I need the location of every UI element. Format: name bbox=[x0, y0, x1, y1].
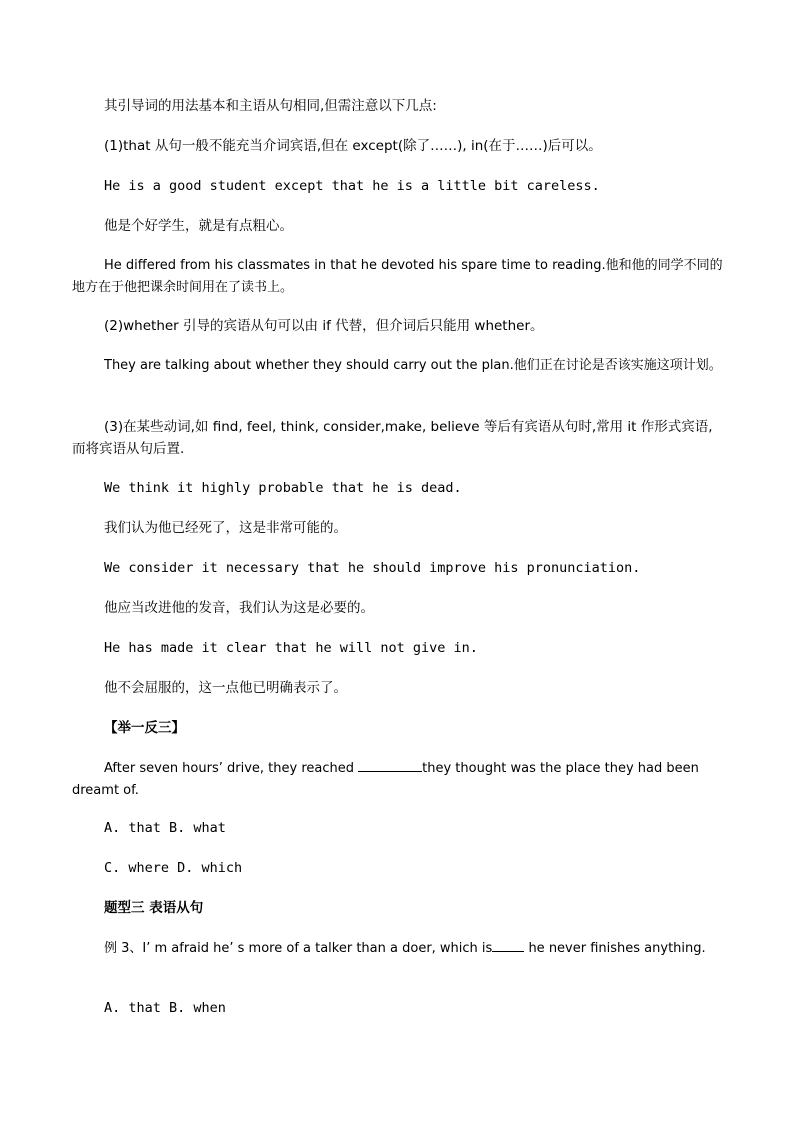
question-1-part-b: they thought was the place they had been dreamt of. bbox=[72, 761, 699, 798]
answer-blank bbox=[492, 937, 524, 952]
paragraph-translation-5: 他应当改进他的发音，我们认为这是必要的。 bbox=[104, 600, 374, 616]
paragraph-example-5: We consider it necessary that he should improve his pronunciation. bbox=[104, 560, 641, 576]
paragraph-example-6: He has made it clear that he will not give in. bbox=[104, 640, 478, 656]
paragraph-example-2: He differed from his classmates in that he devoted his spare time to reading.他和他的同学不同的地方在于他把课余时间用在了读书上。 bbox=[72, 258, 723, 295]
question-2-part-a: 例 3、I’ m afraid he’ s more of a talker than a doer, which is bbox=[104, 941, 493, 956]
question-2 bbox=[72, 937, 724, 960]
question-1-options-ab: A. that B. what bbox=[104, 820, 226, 836]
paragraph-example-4: We think it highly probable that he is dead. bbox=[104, 480, 462, 496]
paragraph-example-1: He is a good student except that he is a little bit careless. bbox=[104, 178, 600, 194]
question-1-part-a: After seven hours’ drive, they reached bbox=[104, 761, 359, 776]
question-2-options-ab: A. that B. when bbox=[104, 1000, 226, 1016]
paragraph-translation-1: 他是个好学生，就是有点粗心。 bbox=[104, 218, 293, 234]
paragraph-example-3: They are talking about whether they should carry out the plan.他们正在讨论是否该实施这项计划。 bbox=[104, 358, 722, 373]
question-1-options-cd: C. where D. which bbox=[104, 860, 243, 876]
paragraph-rule-2: (2)whether 引导的宾语从句可以由 if 代替，但介词后只能用 whether。 bbox=[104, 318, 544, 334]
question-1 bbox=[72, 757, 724, 802]
question-2-part-b: he never finishes anything. bbox=[524, 941, 706, 956]
section-heading-predicative: 题型三 表语从句 bbox=[104, 900, 204, 916]
paragraph-rule-1: (1)that 从句一般不能充当介词宾语,但在 except(除了……), in(在于……)后可以。 bbox=[104, 138, 602, 154]
paragraph-intro: 其引导词的用法基本和主语从句相同,但需注意以下几点: bbox=[104, 98, 437, 114]
paragraph-translation-6: 他不会屈服的，这一点他已明确表示了。 bbox=[104, 680, 347, 696]
paragraph-translation-4: 我们认为他已经死了，这是非常可能的。 bbox=[104, 520, 347, 536]
paragraph-rule-3: (3)在某些动词,如 find, feel, think, consider,make, believe 等后有宾语从句时,常用 it 作形式宾语,而将宾语从句后置. bbox=[72, 419, 713, 457]
section-heading-practice: 【举一反三】 bbox=[104, 720, 185, 736]
answer-blank bbox=[358, 757, 422, 772]
